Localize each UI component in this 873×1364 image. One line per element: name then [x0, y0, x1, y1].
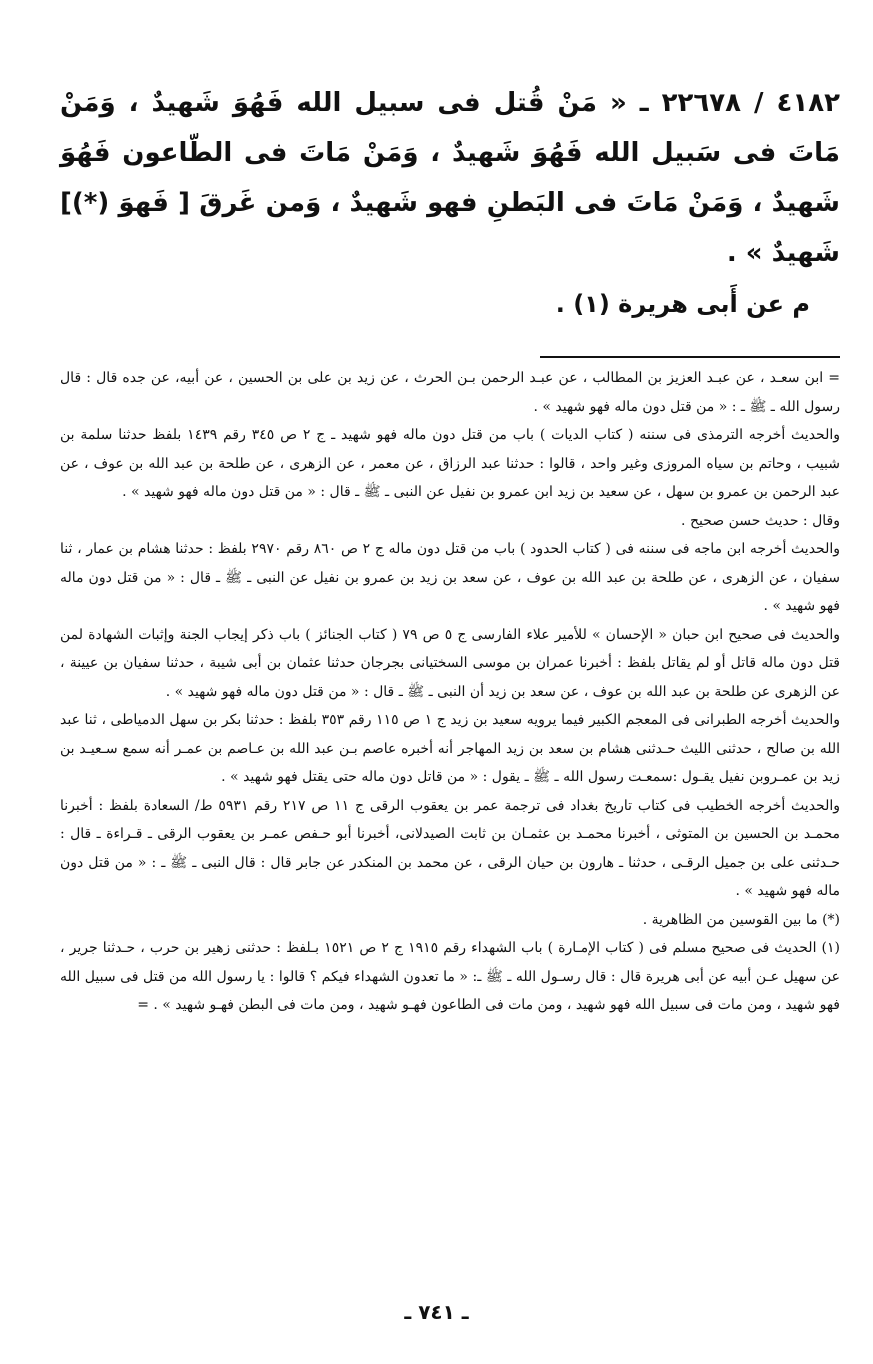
hadith-source: م عن أَبى هريرة (١) .: [555, 290, 810, 318]
footnotes: [60, 364, 840, 1020]
footnote-paragraph: والحديث أخرجه الخطيب فى كتاب تاريخ بغداد فى ترجمة عمر بن يعقوب الرقى ج ١١ ص ٢١٧ رقم ٥٩٣١ ط/ السعادة بلفظ : أخبرنا محمـد بن الحسين بن المتوثى ، أخبرنا محمـد بن عثمـان بن ثابت الصيدلانى، أخبرنا أبو حـفص عمـر بن يعقوب الرقى ـ قـراءة ـ قال : حـدثنى على بن جميل الرقـى ، حدثنا ـ هارون بن حيان الرقى ، عن محمد بن المنكدر عن جابر قال : قال النبى ـ ﷺ ـ : « من قتل دون ماله فهو شهيد » .: [60, 797, 840, 899]
hadith-text: ٤١٨٢ / ٢٢٦٧٨ ـ « مَنْ قُتل فى سبيل الله فَهُوَ شَهيدٌ ، وَمَنْ مَاتَ فى سَبيل الله فَهُوَ شَهيدٌ ، وَمَنْ مَاتَ فى الطّاعون فَهُوَ شَهيدٌ ، وَمَنْ مَاتَ فى البَطنِ فهو شَهيدٌ ، وَمن غَرقَ [ فَهوَ (*)] شَهيدٌ » .: [60, 88, 840, 268]
footnote-paragraph: وقال : حديث حسن صحيح .: [681, 512, 840, 529]
footnote-paragraph: (*) ما بين القوسين من الظاهرية .: [642, 911, 840, 928]
footnote-paragraph: والحديث أخرجه الترمذى فى سننه ( كتاب الديات ) باب من قتل دون ماله فهو شهيد ـ ج ٢ ص ٣٤٥ رقم ١٤٣٩ بلفظ حدثنا سلمة بن شبيب ، وحاتم بن سياه المروزى وغير واحد ، قالوا : حدثنا عبد الرزاق ، عن معمر ، عن الزهرى ، عن طلحة بن عبد الله بن عوف ، عن عبد الرحمن بن عمرو بن سهل ، عن سعيد بن زيد ابن عمرو بن نفيل عن النبى ـ ﷺ ـ قال : « من قتل دون ماله فهو شهيد » .: [60, 427, 841, 500]
footnote-paragraph: والحديث أخرجه ابن ماجه فى سننه فى ( كتاب الحدود ) باب من قتل دون ماله ج ٢ ص ٨٦٠ رقم ٢٩٧٠ بلفظ : حدثنا هشام بن عمار ، ثنا سفيان ، عن الزهرى ، عن طلحة بن عبد الله بن عوف ، عن سعد بن زيد بن عمرو بن نفيل عن النبى ـ ﷺ ـ قال : « من قتل دون ماله فهو شهيد » .: [60, 541, 841, 614]
footnote-paragraph: والحديث فى صحيح ابن حبان « الإحسان » للأمير علاء الفارسى ج ٥ ص ٧٩ ( كتاب الجنائز ) باب ذكر إيجاب الجنة وإثبات الشهادة لمن قتل دون ماله قاتل أو لم يقاتل بلفظ : أخبرنا عمران بن موسى السختيانى بجرجان حدثنا عثمان بن أبى شيبة ، حدثنا سفيان بن عيينة ، عن الزهرى عن طلحة بن عبد الله بن عوف ، عن سعد بن زيد أن النبى ـ ﷺ ـ قال : « من قتل دون ماله فهو شهيد » .: [60, 626, 841, 700]
footnote-separator: [540, 356, 840, 358]
footnote-paragraph: والحديث أخرجه الطبرانى فى المعجم الكبير فيما يرويه سعيد بن زيد ج ١ ص ١١٥ رقم ٣٥٣ بلفظ : حدثنا بكر بن سهل الدمياطى ، ثنا عبد الله بن صالح ، حدثنى الليث حـدثنى هشام بن سعد بن زيد المهاجر أنه أخبره عاصم بـن عبد الله بن عـاصم بن عمـر أنه سمع سـعيـد بن زيد بن عمـروبن نفيل يقـول :سمعـت رسول الله ـ ﷺ ـ يقول : « من قاتل دون ماله حتى يقتل فهو شهيد » .: [60, 712, 840, 785]
page-number: ـ ٧٤١ ـ: [404, 1300, 469, 1324]
footnote-paragraph: = ابن سعـد ، عن عبـد العزيز بن المطالب ، عن عبـد الرحمن بـن الحرث ، عن زيد بن على بن الحسين ، عن أبيه، عن جده قال : قال رسول الله ـ ﷺ ـ : « من قتل دون ماله فهو شهيد » .: [60, 370, 840, 415]
footnote-paragraph: (١) الحديث فى صحيح مسلم فى ( كتاب الإمـارة ) باب الشهداء رقم ١٩١٥ ج ٢ ص ١٥٢١ بـلفظ : حدثنى زهير بن حرب ، حـدثنا جرير ، عن سهيل عـن أبيه عن أبى هريرة قال : قال رسـول الله ـ ﷺ ـ: « ما تعدون الشهداء فيكم ؟ قالوا : يا رسول الله من قتل فى سبيل الله فهو شهيد ، ومن مات فى سبيل الله فهو شهيد ، ومن مات فى الطاعون فهـو شهيد ، ومن مات فى البطن فهـو شهيد » . =: [60, 940, 841, 1013]
page-content: [60, 78, 840, 1020]
